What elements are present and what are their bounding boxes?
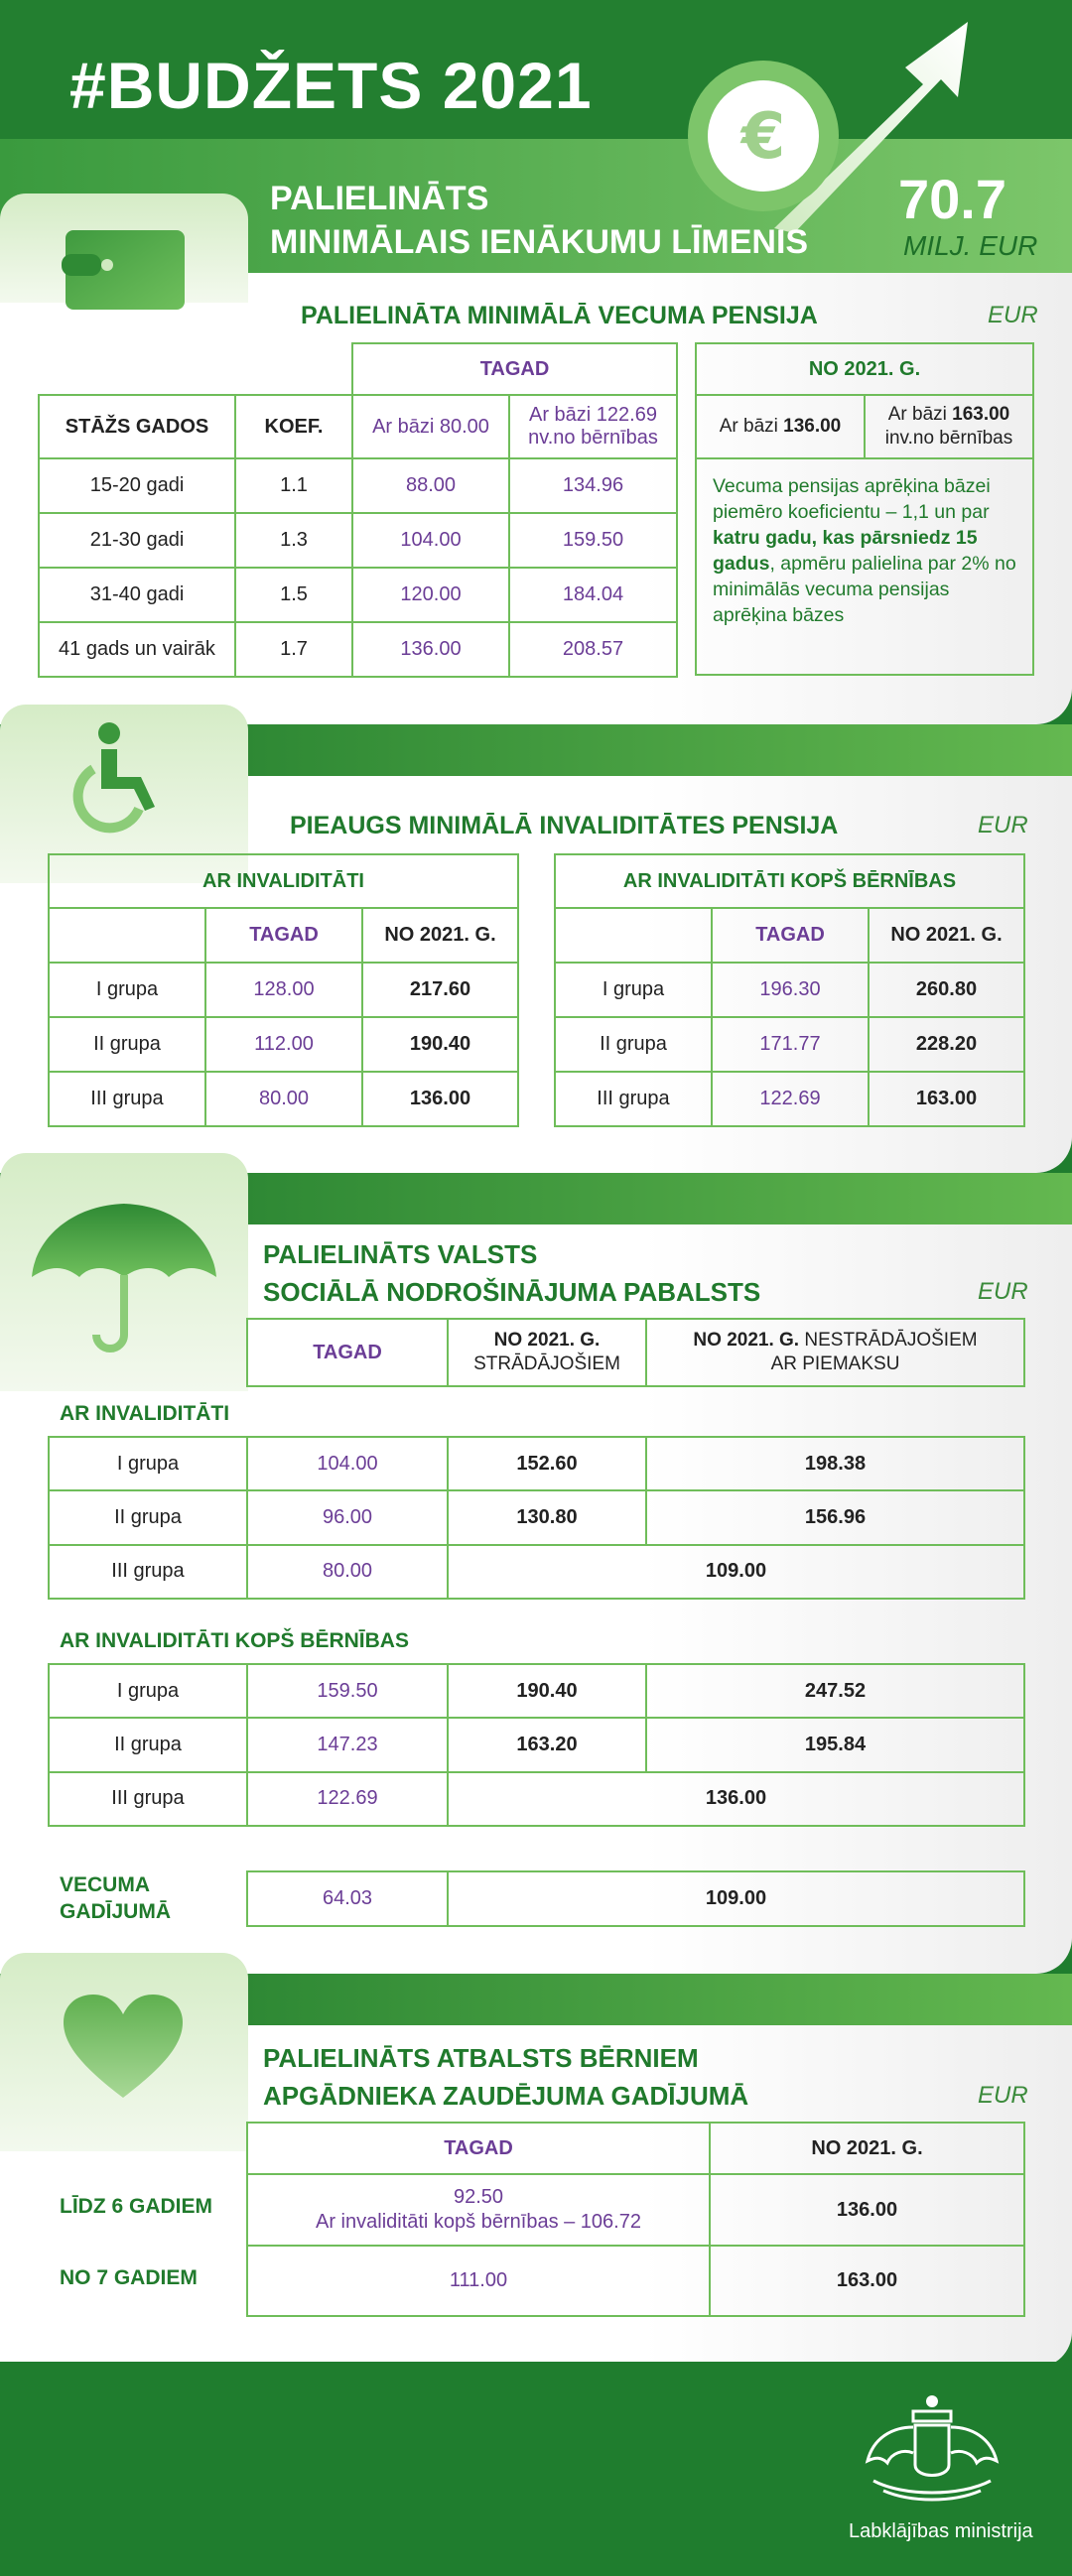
col-nonworking: NO 2021. G. NESTRĀDĀJOŠIEM AR PIEMAKSU [646, 1319, 1024, 1386]
cell: 163.00 [869, 1072, 1024, 1126]
pension-new-sub2: Ar bāzi 163.00 inv.no bērnības [865, 395, 1033, 458]
cell: 195.84 [646, 1718, 1024, 1771]
cell: III grupa [555, 1072, 712, 1126]
cell: 184.04 [509, 568, 677, 622]
social-table-1 [48, 1436, 1025, 1600]
col-2021: NO 2021. G. [869, 908, 1024, 963]
table-row [247, 2174, 1024, 2246]
disability-currency: EUR [978, 812, 1028, 838]
cell: 41 gads un vairāk [39, 622, 235, 677]
cell: 134.96 [509, 458, 677, 513]
col-2021: NO 2021. G. [362, 908, 518, 963]
cell: 122.69 [712, 1072, 869, 1126]
cell: 163.20 [448, 1718, 646, 1771]
pension-title: PALIELINĀTA MINIMĀLĀ VECUMA PENSIJA [301, 302, 818, 329]
pension-now-sub2: Ar bāzi 122.69 nv.no bērnības [509, 395, 677, 458]
table-row [49, 1772, 1024, 1826]
cell: 228.20 [869, 1017, 1024, 1072]
social-table-2 [48, 1663, 1025, 1827]
cell: III grupa [49, 1072, 205, 1126]
children-row1-label: LĪDZ 6 GADIEM [60, 2195, 213, 2218]
table-row [39, 458, 677, 513]
cell: 156.96 [646, 1490, 1024, 1544]
svg-text:€: € [740, 100, 786, 174]
table-row [49, 1017, 518, 1072]
cell: 1.3 [235, 513, 352, 568]
children-row2-label: NO 7 GADIEM [60, 2266, 198, 2289]
page-title: #BUDŽETS 2021 [69, 49, 593, 122]
cell: 136.00 [362, 1072, 518, 1126]
cell: 147.23 [247, 1718, 448, 1771]
table-row [49, 1718, 1024, 1771]
social-currency: EUR [978, 1278, 1028, 1305]
pension-now-sub1: Ar bāzi 80.00 [352, 395, 509, 458]
social-title-line2: SOCIĀLĀ NODROŠINĀJUMA PABALSTS [263, 1277, 761, 1307]
children-title [263, 2039, 748, 2115]
cell: 109.00 [448, 1545, 1024, 1599]
pension-col-2021: NO 2021. G. [696, 343, 1033, 395]
cell: 159.50 [247, 1664, 448, 1718]
cell: II grupa [49, 1718, 247, 1771]
pension-new-sub1: Ar bāzi 136.00 [696, 395, 865, 458]
disability-right-head: AR INVALIDITĀTI KOPŠ BĒRNĪBAS [555, 854, 1024, 908]
pension-col-stazs: STĀŽS GADOS [39, 395, 235, 458]
children-title-line2: APGĀDNIEKA ZAUDĒJUMA GADĪJUMĀ [263, 2081, 749, 2111]
cell: 130.80 [448, 1490, 646, 1544]
cell: II grupa [555, 1017, 712, 1072]
social-title-line1: PALIELINĀTS VALSTS [263, 1239, 538, 1269]
cell: 196.30 [712, 963, 869, 1017]
cell: 104.00 [247, 1437, 448, 1490]
pension-table [38, 342, 678, 678]
pension-currency: EUR [988, 302, 1038, 328]
table-row [555, 1072, 1024, 1126]
table-row [555, 963, 1024, 1017]
social-age-label: VECUMA GADĪJUMĀ [60, 1873, 172, 1923]
cell: 190.40 [362, 1017, 518, 1072]
cell: 152.60 [448, 1437, 646, 1490]
heart-icon [62, 1993, 185, 2100]
pension-note: Vecuma pensijas aprēķina bāzei piemēro koeficientu – 1,1 un par katru gadu, kas pārsniedz 15 gadus, apmēru palielina par 2% no minimālās vecuma pensijas aprēķina bāzes [696, 458, 1033, 675]
income-line1: PALIELINĀTS [270, 180, 489, 217]
cell: 64.03 [247, 1871, 448, 1926]
table-row [39, 513, 677, 568]
cell: 190.40 [448, 1664, 646, 1718]
disability-title: PIEAUGS MINIMĀLĀ INVALIDITĀTES PENSIJA [290, 812, 839, 839]
cell: 260.80 [869, 963, 1024, 1017]
pension-col-koef: KOEF. [235, 395, 352, 458]
social-age-table [246, 1870, 1025, 1927]
children-table [246, 2122, 1025, 2317]
wallet-icon [62, 226, 191, 316]
cell: 80.00 [205, 1072, 362, 1126]
table-row [247, 1871, 1024, 1926]
cell: 136.00 [448, 1772, 1024, 1826]
cell: III grupa [49, 1545, 247, 1599]
cell: 163.00 [710, 2246, 1024, 2316]
table-row [49, 1490, 1024, 1544]
cell: 111.00 [247, 2246, 710, 2316]
cell: 120.00 [352, 568, 509, 622]
cell: II grupa [49, 1490, 247, 1544]
col-now: TAGAD [247, 2123, 710, 2174]
cell: 208.57 [509, 622, 677, 677]
children-title-line1: PALIELINĀTS ATBALSTS BĒRNIEM [263, 2043, 699, 2073]
table-row [247, 2246, 1024, 2316]
cell: I grupa [49, 963, 205, 1017]
cell: 136.00 [710, 2174, 1024, 2246]
disability-left-table [48, 853, 519, 1127]
social-sub1: AR INVALIDITĀTI [60, 1402, 230, 1425]
cell: 21-30 gadi [39, 513, 235, 568]
cell: 171.77 [712, 1017, 869, 1072]
social-header-table [246, 1318, 1025, 1387]
table-row [49, 963, 518, 1017]
cell: 217.60 [362, 963, 518, 1017]
income-unit: MILJ. EUR [903, 230, 1038, 261]
cell: 247.52 [646, 1664, 1024, 1718]
table-row [49, 1664, 1024, 1718]
social-title [263, 1235, 760, 1311]
table-row [39, 622, 677, 677]
cell: 109.00 [448, 1871, 1024, 1926]
table-row [49, 1437, 1024, 1490]
cell: 80.00 [247, 1545, 448, 1599]
income-amount: 70.7 [898, 168, 1006, 230]
disability-right-table [554, 853, 1025, 1127]
disability-left-head: AR INVALIDITĀTI [49, 854, 518, 908]
ministry-name: Labklājības ministrija [849, 2520, 1033, 2542]
cell: I grupa [555, 963, 712, 1017]
pension-col-now: TAGAD [352, 343, 677, 395]
cell: 104.00 [352, 513, 509, 568]
cell: 1.7 [235, 622, 352, 677]
cell: 112.00 [205, 1017, 362, 1072]
income-title [270, 177, 808, 264]
cell: II grupa [49, 1017, 205, 1072]
cell: 92.50 Ar invaliditāti kopš bērnības – 106.72 [247, 2174, 710, 2246]
col-now: TAGAD [712, 908, 869, 963]
cell: 1.1 [235, 458, 352, 513]
social-sub2: AR INVALIDITĀTI KOPŠ BĒRNĪBAS [60, 1629, 409, 1652]
col-now: TAGAD [247, 1319, 448, 1386]
table-row [49, 1072, 518, 1126]
cell: 128.00 [205, 963, 362, 1017]
table-row [555, 1017, 1024, 1072]
umbrella-icon [30, 1196, 218, 1364]
children-currency: EUR [978, 2082, 1028, 2109]
income-line2: MINIMĀLAIS IENĀKUMU LĪMENIS [270, 223, 809, 261]
cell: 31-40 gadi [39, 568, 235, 622]
coat-of-arms-icon [854, 2391, 1010, 2511]
cell: 96.00 [247, 1490, 448, 1544]
pension-new-table [695, 342, 1034, 676]
cell: 136.00 [352, 622, 509, 677]
cell: III grupa [49, 1772, 247, 1826]
wheelchair-icon [71, 719, 181, 838]
table-row [49, 1545, 1024, 1599]
cell: 15-20 gadi [39, 458, 235, 513]
cell: 198.38 [646, 1437, 1024, 1490]
cell: 122.69 [247, 1772, 448, 1826]
table-row [39, 568, 677, 622]
col-2021: NO 2021. G. [710, 2123, 1024, 2174]
cell: 159.50 [509, 513, 677, 568]
cell: 1.5 [235, 568, 352, 622]
cell: I grupa [49, 1437, 247, 1490]
cell: I grupa [49, 1664, 247, 1718]
col-working: NO 2021. G. STRĀDĀJOŠIEM [448, 1319, 646, 1386]
col-now: TAGAD [205, 908, 362, 963]
cell: 88.00 [352, 458, 509, 513]
